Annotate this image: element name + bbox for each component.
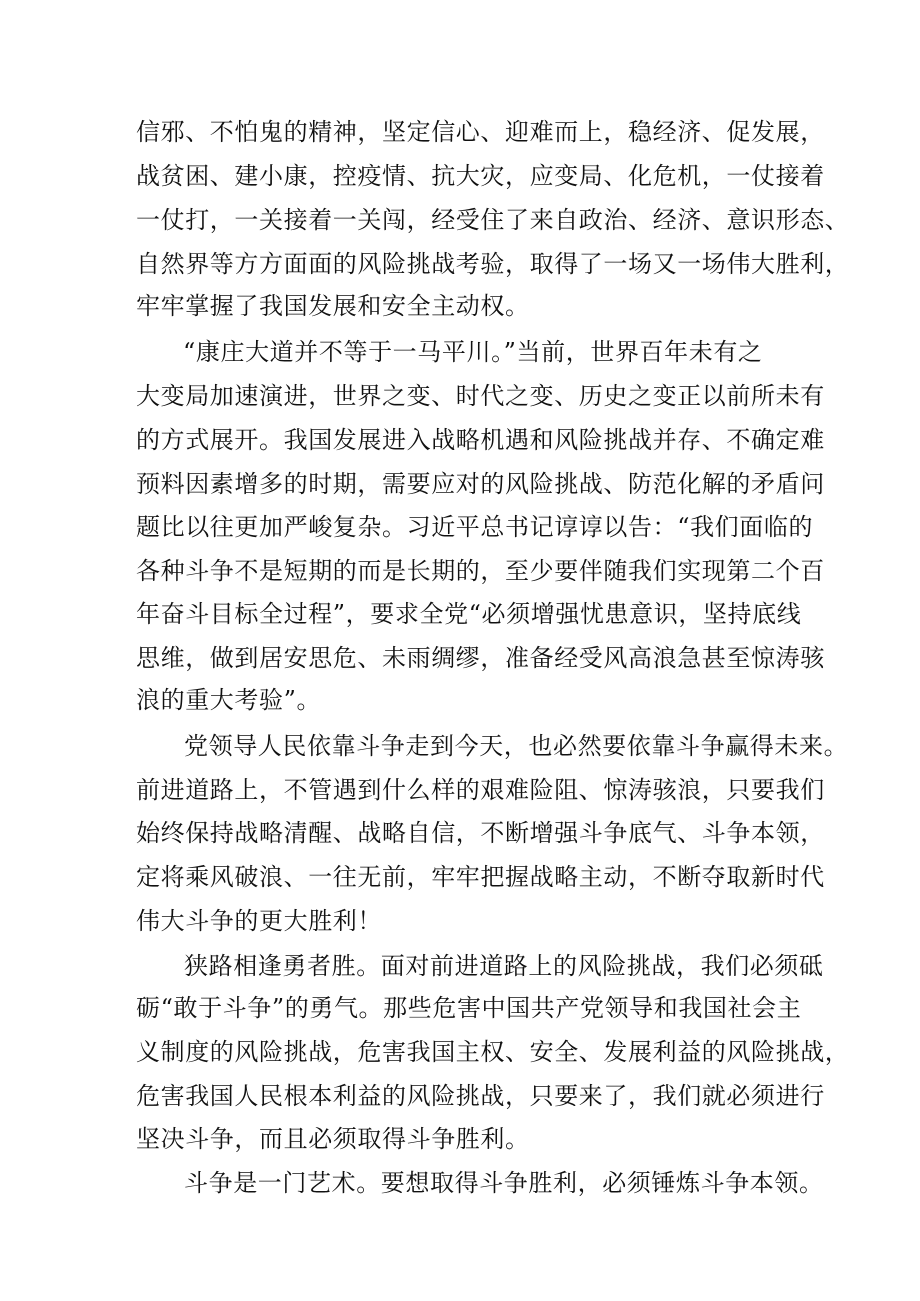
text-line: 牢牢掌握了我国发展和安全主动权。 [136, 292, 530, 320]
text-line: 题比以往更加严峻复杂。习近平总书记谆谆以告：“我们面临的 [136, 513, 814, 541]
text-line: 年奋斗目标全过程”，要求全党“必须增强忧患意识，坚持底线 [136, 600, 802, 628]
text-line: 信邪、不怕鬼的精神，坚定信心、迎难而上，稳经济、促发展， [136, 118, 825, 146]
text-line: 前进道路上，不管遇到什么样的艰难险阻、惊涛骇浪，只要我们 [136, 776, 825, 804]
text-line: 各种斗争不是短期的而是长期的，至少要伴随我们实现第二个百 [136, 557, 825, 585]
text-line: 砺“敢于斗争”的勇气。那些危害中国共产党领导和我国社会主 [136, 994, 802, 1022]
text-line: 危害我国人民根本利益的风险挑战，只要来了，我们就必须进行 [136, 1082, 825, 1110]
text-line: 党领导人民依靠斗争走到今天，也必然要依靠斗争赢得未来。 [184, 732, 849, 760]
text-line: 思维，做到居安思危、未雨绸缪，准备经受风高浪急甚至惊涛骇 [136, 644, 825, 672]
text-line: 一仗打，一关接着一关闯，经受住了来自政治、经济、意识形态、 [136, 206, 850, 234]
text-line: 大变局加速演进，世界之变、时代之变、历史之变正以前所未有 [136, 382, 825, 410]
text-line: “康庄大道并不等于一马平川。”当前，世界百年未有之 [183, 338, 763, 366]
text-line: 预料因素增多的时期，需要应对的风险挑战、防范化解的矛盾问 [136, 470, 825, 498]
text-line: 战贫困、建小康，控疫情、抗大灾，应变局、化危机，一仗接着 [136, 162, 825, 190]
text-line: 的方式展开。我国发展进入战略机遇和风险挑战并存、不确定难 [136, 426, 825, 454]
text-line: 伟大斗争的更大胜利！ [136, 907, 382, 935]
text-line: 坚决斗争，而且必须取得斗争胜利。 [136, 1125, 530, 1153]
text-line: 自然界等方方面面的风险挑战考验，取得了一场又一场伟大胜利， [136, 250, 850, 278]
text-line: 斗争是一门艺术。要想取得斗争胜利，必须锤炼斗争本领。 [184, 1169, 824, 1197]
text-line: 狭路相逢勇者胜。面对前进道路上的风险挑战，我们必须砥 [184, 952, 824, 980]
text-line: 浪的重大考验”。 [136, 686, 322, 714]
text-line: 义制度的风险挑战，危害我国主权、安全、发展利益的风险挑战， [136, 1038, 850, 1066]
text-line: 定将乘风破浪、一往无前，牢牢把握战略主动，不断夺取新时代 [136, 863, 825, 891]
text-line: 始终保持战略清醒、战略自信，不断增强斗争底气、斗争本领， [136, 819, 825, 847]
